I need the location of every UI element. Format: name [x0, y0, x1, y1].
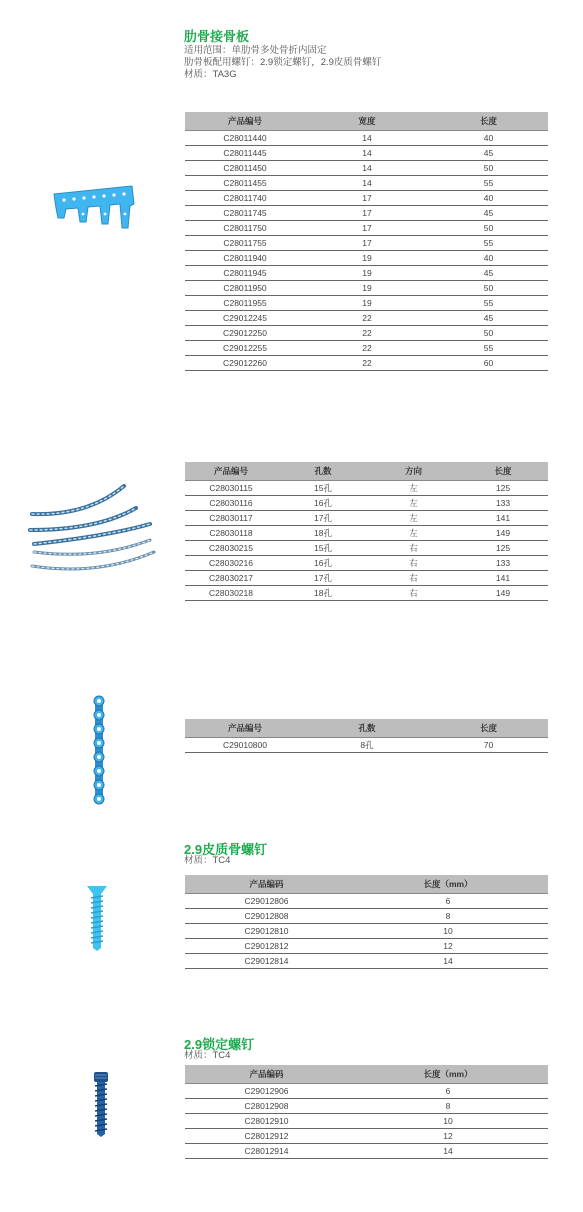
table-row [185, 1144, 548, 1159]
table-row [185, 146, 548, 161]
table-cell: 左 [369, 481, 458, 496]
col-header: 孔数 [277, 462, 369, 481]
col-header: 产品编号 [185, 719, 305, 738]
table-cell: 左 [369, 496, 458, 511]
table-row [185, 571, 548, 586]
table-cell: 133 [458, 556, 548, 571]
table-cell: 18孔 [277, 526, 369, 541]
col-header: 产品编码 [185, 875, 348, 894]
table-row [185, 496, 548, 511]
table-cell: 17 [305, 206, 429, 221]
section1-line: 材质：TA3G [184, 69, 237, 80]
table-cell: C29010800 [185, 738, 305, 753]
table-cell: C28012908 [185, 1099, 348, 1114]
table-cell: C28012914 [185, 1144, 348, 1159]
table-cell: C29012812 [185, 939, 348, 954]
table-row [185, 236, 548, 251]
table-cell: 149 [458, 586, 548, 601]
table-cell: C28030116 [185, 496, 277, 511]
table-cell: C29012245 [185, 311, 305, 326]
table-cell: 右 [369, 586, 458, 601]
curved-plates-image [28, 484, 158, 584]
table-cell: 17 [305, 236, 429, 251]
table-cell: C29012250 [185, 326, 305, 341]
table-cell: 60 [429, 356, 548, 371]
table-cell: 右 [369, 571, 458, 586]
table-row [185, 954, 548, 969]
table-cell: 10 [348, 924, 548, 939]
table-cell: C28030215 [185, 541, 277, 556]
table-row [185, 191, 548, 206]
table-row [185, 251, 548, 266]
table-cell: 50 [429, 161, 548, 176]
table-cell: 12 [348, 939, 548, 954]
table-cell: 45 [429, 206, 548, 221]
table-cell: 22 [305, 311, 429, 326]
table-cell: C29012810 [185, 924, 348, 939]
table-cell: C29012806 [185, 894, 348, 909]
table-cell: 左 [369, 511, 458, 526]
table-row [185, 511, 548, 526]
section4-title: 2.9皮质骨螺钉 [184, 842, 268, 857]
table-cell: 55 [429, 296, 548, 311]
table-cell: 40 [429, 251, 548, 266]
table-cell: C28030118 [185, 526, 277, 541]
table-cell: 141 [458, 511, 548, 526]
col-header: 产品编号 [185, 112, 305, 131]
table-cell: 6 [348, 1084, 548, 1099]
table-cell: 8 [348, 1099, 548, 1114]
table-cell: 55 [429, 236, 548, 251]
table-cell: C28030216 [185, 556, 277, 571]
table-cell: C28011745 [185, 206, 305, 221]
table-cell: 40 [429, 131, 548, 146]
table-cell: 16孔 [277, 556, 369, 571]
table-cell: C28030217 [185, 571, 277, 586]
table-cell: C28030218 [185, 586, 277, 601]
rib-plate-image [50, 180, 138, 234]
table-cell: 8孔 [305, 738, 429, 753]
table-cell: C28011445 [185, 146, 305, 161]
table-row [185, 161, 548, 176]
table-cell: 14 [305, 161, 429, 176]
table-row [185, 1129, 548, 1144]
table-cell: 45 [429, 266, 548, 281]
table-row [185, 1084, 548, 1099]
table-cell: C29012814 [185, 954, 348, 969]
table-cell: C29012260 [185, 356, 305, 371]
table-row [185, 894, 548, 909]
table-row [185, 924, 548, 939]
table-row [185, 356, 548, 371]
col-header: 方向 [369, 462, 458, 481]
table-cell: 14 [305, 176, 429, 191]
table-cell: C28011440 [185, 131, 305, 146]
table-cell: 14 [348, 954, 548, 969]
table-cell: 22 [305, 356, 429, 371]
table-cell: 45 [429, 311, 548, 326]
table-row [185, 1114, 548, 1129]
table-cell: 14 [305, 131, 429, 146]
table-cell: 8 [348, 909, 548, 924]
table-cell: 16孔 [277, 496, 369, 511]
section1-info [184, 45, 381, 81]
table-cell: 40 [429, 191, 548, 206]
table-cortical-screw [185, 875, 548, 969]
col-header: 孔数 [305, 719, 429, 738]
col-header: 长度 [429, 719, 548, 738]
table-cell: C28011945 [185, 266, 305, 281]
table-cell: C28011950 [185, 281, 305, 296]
table-cell: C28011755 [185, 236, 305, 251]
table-cell: C29012906 [185, 1084, 348, 1099]
table-cell: 50 [429, 221, 548, 236]
table-cell: 133 [458, 496, 548, 511]
table-cell: 15孔 [277, 541, 369, 556]
col-header: 宽度 [305, 112, 429, 131]
table-cell: 55 [429, 176, 548, 191]
table-cell: 149 [458, 526, 548, 541]
cortical-screw-image [86, 884, 108, 952]
table-locking-screw [185, 1065, 548, 1159]
table-cell: C29012255 [185, 341, 305, 356]
table-row [185, 1099, 548, 1114]
table-cell: 125 [458, 541, 548, 556]
table-row [185, 541, 548, 556]
table-cell: 22 [305, 341, 429, 356]
straight-plate-image [88, 692, 110, 808]
table-cell: 17孔 [277, 571, 369, 586]
section1-title: 肋骨接骨板 [184, 29, 250, 44]
section5-material: 材质：TC4 [184, 1050, 231, 1061]
table-cell: 19 [305, 296, 429, 311]
table-row [185, 326, 548, 341]
table-cell: 右 [369, 541, 458, 556]
table-cell: C28011750 [185, 221, 305, 236]
table-row [185, 586, 548, 601]
col-header: 长度（mm） [348, 875, 548, 894]
table-cell: 14 [305, 146, 429, 161]
col-header: 产品编码 [185, 1065, 348, 1084]
table-row [185, 738, 548, 753]
table-cell: C28011955 [185, 296, 305, 311]
col-header: 长度 [458, 462, 548, 481]
table-cell: 17孔 [277, 511, 369, 526]
table-row [185, 281, 548, 296]
table-cell: C28030115 [185, 481, 277, 496]
table-row [185, 176, 548, 191]
table-cell: 19 [305, 251, 429, 266]
table-cell: 18孔 [277, 586, 369, 601]
table-rib-plate [185, 112, 548, 371]
table-cell: 12 [348, 1129, 548, 1144]
table-cell: C28011940 [185, 251, 305, 266]
table-cell: 50 [429, 326, 548, 341]
table-cell: C28012912 [185, 1129, 348, 1144]
table-cell: C28011455 [185, 176, 305, 191]
table-cell: 70 [429, 738, 548, 753]
table-cell: 50 [429, 281, 548, 296]
table-row [185, 296, 548, 311]
table-row [185, 556, 548, 571]
table-straight-plate [185, 719, 548, 753]
table-row [185, 221, 548, 236]
section1-line: 肋骨板配用螺钉：2.9锁定螺钉，2.9皮质骨螺钉 [184, 57, 382, 68]
section1-line: 适用范围：单肋骨多处骨折内固定 [184, 45, 327, 56]
table-cell: 左 [369, 526, 458, 541]
col-header: 长度 [429, 112, 548, 131]
table-cell: 17 [305, 191, 429, 206]
col-header: 产品编号 [185, 462, 277, 481]
locking-screw-image [92, 1070, 110, 1138]
table-cell: 22 [305, 326, 429, 341]
table-cell: 14 [348, 1144, 548, 1159]
table-cell: C28011450 [185, 161, 305, 176]
section4-material: 材质：TC4 [184, 855, 231, 866]
table-curved-plate [185, 462, 548, 601]
table-cell: C29012808 [185, 909, 348, 924]
table-cell: C28011740 [185, 191, 305, 206]
section5-title: 2.9锁定螺钉 [184, 1037, 255, 1052]
col-header: 长度（mm） [348, 1065, 548, 1084]
table-cell: 19 [305, 266, 429, 281]
table-cell: 45 [429, 146, 548, 161]
table-cell: C28012910 [185, 1114, 348, 1129]
table-cell: 10 [348, 1114, 548, 1129]
table-cell: 141 [458, 571, 548, 586]
table-cell: 19 [305, 281, 429, 296]
table-row [185, 481, 548, 496]
table-row [185, 131, 548, 146]
table-row [185, 526, 548, 541]
table-row [185, 266, 548, 281]
table-row [185, 909, 548, 924]
table-cell: 右 [369, 556, 458, 571]
table-cell: 6 [348, 894, 548, 909]
table-row [185, 939, 548, 954]
table-row [185, 341, 548, 356]
table-cell: 17 [305, 221, 429, 236]
table-cell: 125 [458, 481, 548, 496]
table-cell: 55 [429, 341, 548, 356]
table-cell: C28030117 [185, 511, 277, 526]
table-row [185, 206, 548, 221]
table-cell: 15孔 [277, 481, 369, 496]
table-row [185, 311, 548, 326]
